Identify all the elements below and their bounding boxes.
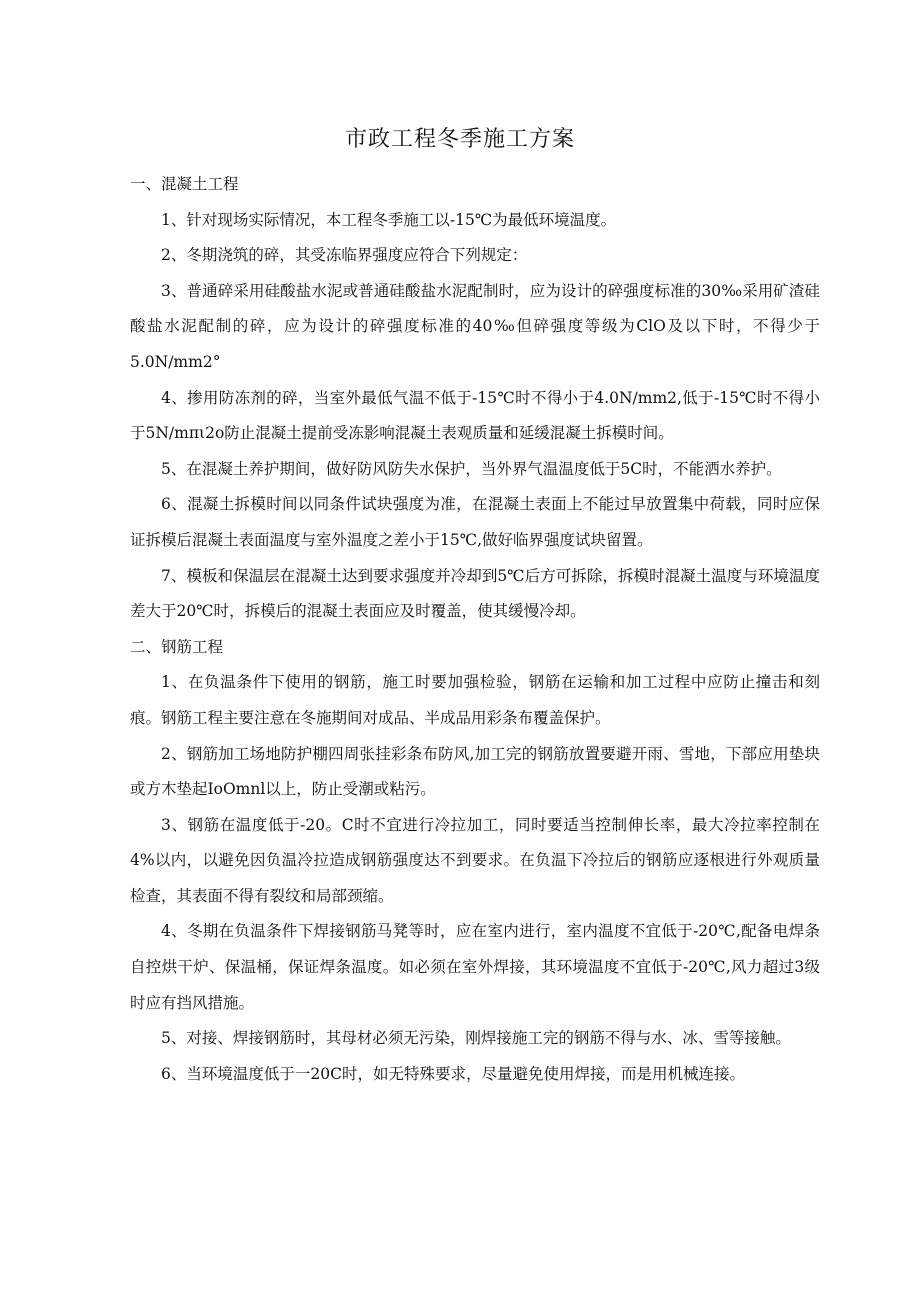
paragraph-rebar-5: 5、对接、焊接钢筋时，其母材必须无污染，刚焊接施工完的钢筋不得与水、冰、雪等接触。 [161, 1029, 791, 1048]
paragraph-concrete-3: 3、普通碎采用硅酸盐水泥或普通硅酸盐水泥配制时，应为设计的碎强度标准的30‰采用矿渣硅酸盐水泥配制的碎，应为设计的碎强度标准的40‰但碎强度等级为ClO及以下时，不得少于5.0N∕mm2° [130, 281, 820, 371]
paragraph-concrete-4: 4、掺用防冻剂的碎，当室外最低气温不低于-15℃时不得小于4.0N∕mm2,低于-15℃时不得小于5N∕mπι2o防止混凝土提前受冻影响混凝土表观质量和延缓混凝土拆模时间。 [130, 388, 820, 443]
document-body [130, 167, 820, 1092]
paragraph-concrete-7: 7、模板和保温层在混凝土达到要求强度并冷却到5℃后方可拆除，拆模时混凝土温度与环境温度差大于20℃时，拆模后的混凝土表面应及时覆盖，使其缓慢冷却。 [130, 566, 820, 621]
section-heading-rebar: 二、钢筋工程 [130, 637, 224, 656]
paragraph-rebar-1: 1、在负温条件下使用的钢筋，施工时要加强检验，钢筋在运输和加工过程中应防止撞击和刻痕。钢筋工程主要注意在冬施期间对成品、半成品用彩条布覆盖保护。 [130, 673, 820, 727]
paragraph-rebar-4: 4、冬期在负温条件下焊接钢筋马凳等时，应在室内进行，室内温度不宜低于-20℃,配备电焊条自控烘干炉、保温桶，保证焊条温度。如必须在室外焊接，其环境温度不宜低于-20℃,风力超过3级时应有挡风措施。 [130, 922, 820, 1012]
document-title: 市政工程冬季施工方案 [344, 127, 575, 152]
section-heading-concrete: 一、混凝土工程 [130, 175, 239, 193]
paragraph-concrete-6: 6、混凝土拆模时间以同条件试块强度为准，在混凝土表面上不能过早放置集中荷载，同时应保证拆模后混凝土表面温度与室外温度之差小于15℃,做好临界强度试块留置。 [130, 495, 820, 549]
paragraph-concrete-2: 2、冬期浇筑的碎，其受冻临界强度应符合下列规定： [161, 246, 528, 265]
paragraph-concrete-5: 5、在混凝土养护期间，做好防风防失水保护，当外界气温温度低于5C时，不能洒水养护。 [161, 459, 782, 478]
paragraph-rebar-6: 6、当环境温度低于一20C时，如无特殊要求，尽量避免使用焊接，而是用机械连接。 [161, 1064, 745, 1083]
paragraph-rebar-2: 2、钢筋加工场地防护棚四周张挂彩条布防风,加工完的钢筋放置要避开雨、雪地，下部应用垫块或方木垫起IoOmnl以上，防止受潮或粘污。 [130, 744, 820, 799]
paragraph-rebar-3: 3、钢筋在温度低于-20。C时不宜进行冷拉加工，同时要适当控制伸长率，最大冷拉率控制在4%以内，以避免因负温冷拉造成钢筋强度达不到要求。在负温下冷拉后的钢筋应逐根进行外观质量检查，其表面不得有裂纹和局部颈缩。 [130, 815, 820, 905]
paragraph-concrete-1: 1、针对现场实际情况，本工程冬季施工以-15℃为最低环境温度。 [161, 210, 617, 229]
